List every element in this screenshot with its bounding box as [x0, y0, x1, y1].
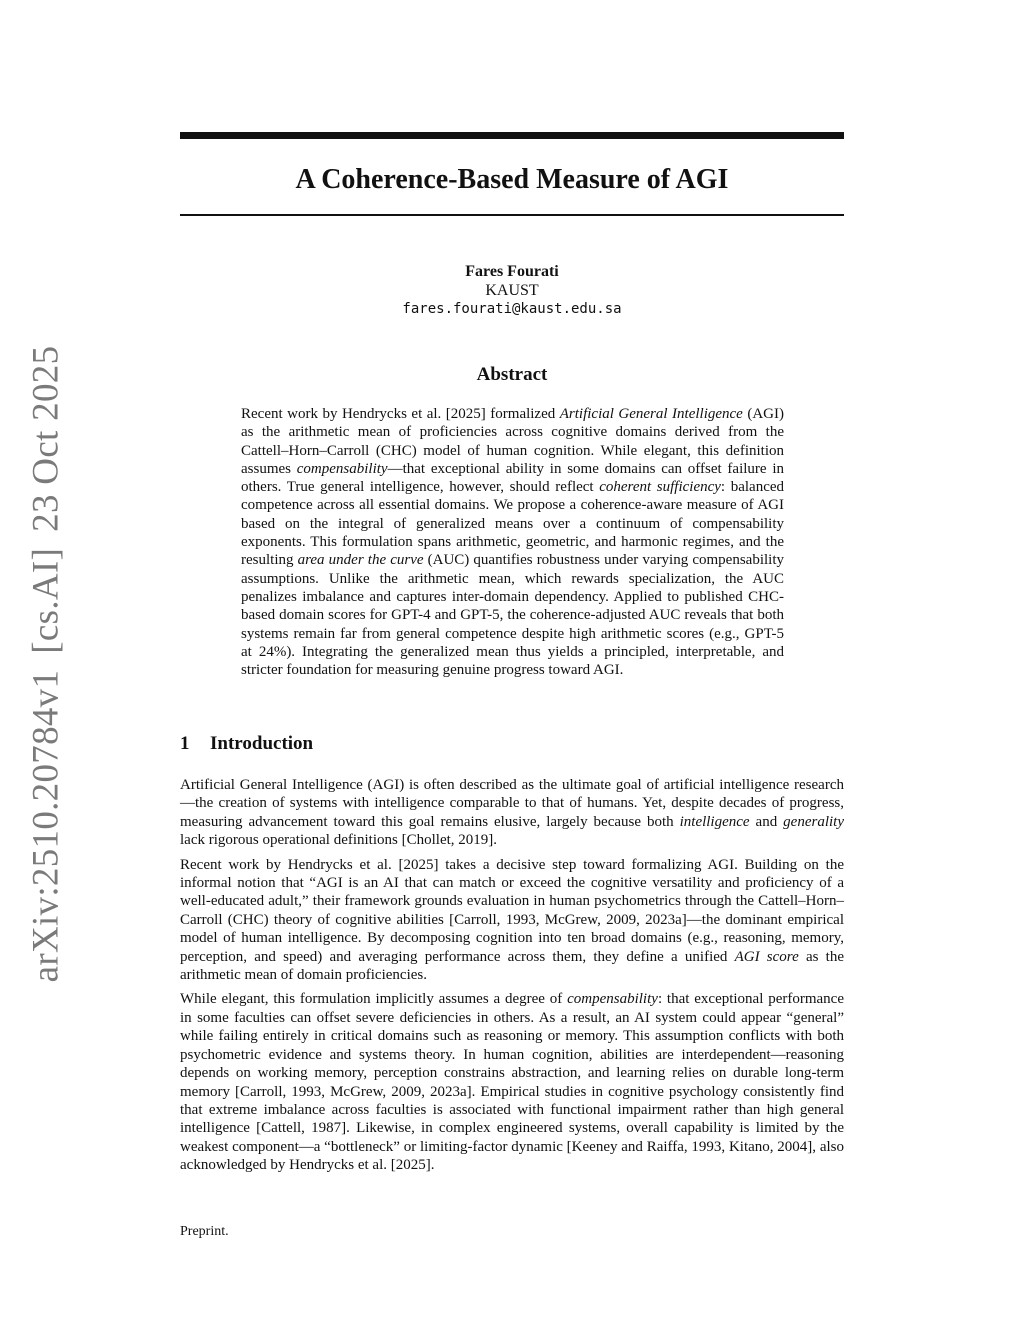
abstract-emphasis: area under the curve	[297, 552, 424, 569]
arxiv-category: [cs.AI]	[25, 547, 67, 654]
arxiv-date: 23 Oct 2025	[25, 345, 67, 532]
text-emphasis: intelligence	[679, 813, 750, 830]
text-segment: and	[749, 813, 784, 830]
abstract-segment: (AUC) quantifies robustness under varying compensability assumptions. Unlike the arithmetic mean, which rewards specialization, the AUC penalizes imbalance and captures inter-domain dependency. Applied to published CHC-based domain scores for GPT-4 and GPT-5, the coherence-adjusted AUC reveals that both systems remain far from general competence despite high arithmetic scores (e.g., GPT-5 at 24%). Integrating the generalized mean thus yields a principled, interpretable, and stricter foundation for measuring genuine progress toward AGI.	[241, 552, 784, 679]
text-segment: Artificial General Intelligence (AGI) is often described as the ultimate goal of artificial intelligence research—the creation of systems with intelligence comparable to that of humans. Yet, despite decades of progress, measuring advancement toward this goal remains elusive, largely because both	[180, 777, 844, 830]
introduction-body	[180, 776, 844, 1181]
title-top-rule	[180, 132, 844, 139]
body-paragraph	[180, 776, 844, 850]
text-segment: as the arithmetic mean of domain proficiencies.	[180, 948, 844, 984]
text-emphasis: generality	[783, 813, 844, 830]
arxiv-id: arXiv:2510.20784v1	[25, 669, 67, 983]
abstract-emphasis: coherent sufficiency	[599, 479, 721, 496]
section-title: Introduction	[210, 733, 314, 754]
author-affiliation: KAUST	[485, 282, 539, 299]
text-segment: lack rigorous operational definitions [Chollet, 2019].	[180, 832, 498, 849]
abstract-heading: Abstract	[476, 364, 548, 385]
abstract-text	[241, 405, 784, 679]
author-email: fares.fourati@kaust.edu.sa	[402, 301, 622, 317]
abstract-segment: Recent work by Hendrycks et al. [2025] formalized	[241, 406, 560, 422]
text-emphasis: compensability	[567, 991, 658, 1008]
text-segment: : that exceptional performance in some faculties can offset severe deficiencies in others. As a result, an AI system could appear “general” while failing entirely in critical domains such as reasoning or memory. This assumption conflicts with both psychometric evidence and systems theory. In human cognition, abilities are interdependent—reasoning depends on working memory, perception constrains abstraction, and learning relies on durable long-term memory [Carroll, 1993, McGrew, 2009, 2023a]. Empirical studies in cognitive psychology consistently find that extreme imbalance across faculties is associated with functional impairment rather than high general intelligence [Cattell, 1987]. Likewise, in complex engineered systems, overall capability is limited by the weakest component—a “bottleneck” or limiting-factor dynamic [Keeney and Raiffa, 1993, Kitano, 2004], also acknowledged by Hendrycks et al. [2025].	[180, 991, 844, 1174]
abstract-emphasis: Artificial General Intelligence	[559, 406, 743, 422]
text-emphasis: AGI score	[734, 948, 799, 965]
preprint-footer: Preprint.	[180, 1224, 229, 1239]
body-paragraph	[180, 856, 844, 985]
text-segment: While elegant, this formulation implicitly assumes a degree of	[180, 991, 568, 1008]
abstract-segment: (AGI) as the arithmetic mean of proficiencies across cognitive domains derived from the Cattell–Horn–Carroll (CHC) model of human cognition. While elegant, this definition assumes	[241, 406, 785, 477]
section-heading-introduction	[180, 733, 313, 755]
text-segment: Recent work by Hendrycks et al. [2025] takes a decisive step toward formalizing AGI. Building on the informal notion that “AGI is an AI that can match or exceed the cognitive versatility and proficiency of a well-educated adult,” their framework grounds evaluation in human psychometrics through the Cattell–Horn–Carroll (CHC) theory of cognitive abilities [Carroll, 1993, McGrew, 2009, 2023a]—the dominant empirical model of human intelligence. By decomposing cognition into ten broad domains (e.g., reasoning, memory, perception, and speed) and averaging performance across them, they define a unified	[180, 856, 844, 965]
author-name: Fares Fourati	[465, 263, 559, 280]
abstract-segment: —that exceptional ability in some domains can offset failure in others. True general intelligence, however, should reflect	[241, 460, 784, 496]
paper-title: A Coherence-Based Measure of AGI	[295, 164, 729, 195]
body-paragraph	[180, 990, 844, 1174]
title-bottom-rule	[180, 214, 844, 216]
abstract-emphasis: compensability	[296, 460, 388, 477]
abstract-segment: : balanced competence across all essential domains. We propose a coherence-aware measure of AGI based on the integral of generalized means over a continuum of compensability exponents. This formulation spans arithmetic, geometric, and harmonic regimes, and the resulting	[241, 479, 785, 569]
author-block	[180, 262, 844, 319]
arxiv-stamp	[25, 346, 68, 983]
section-number: 1	[180, 733, 190, 754]
